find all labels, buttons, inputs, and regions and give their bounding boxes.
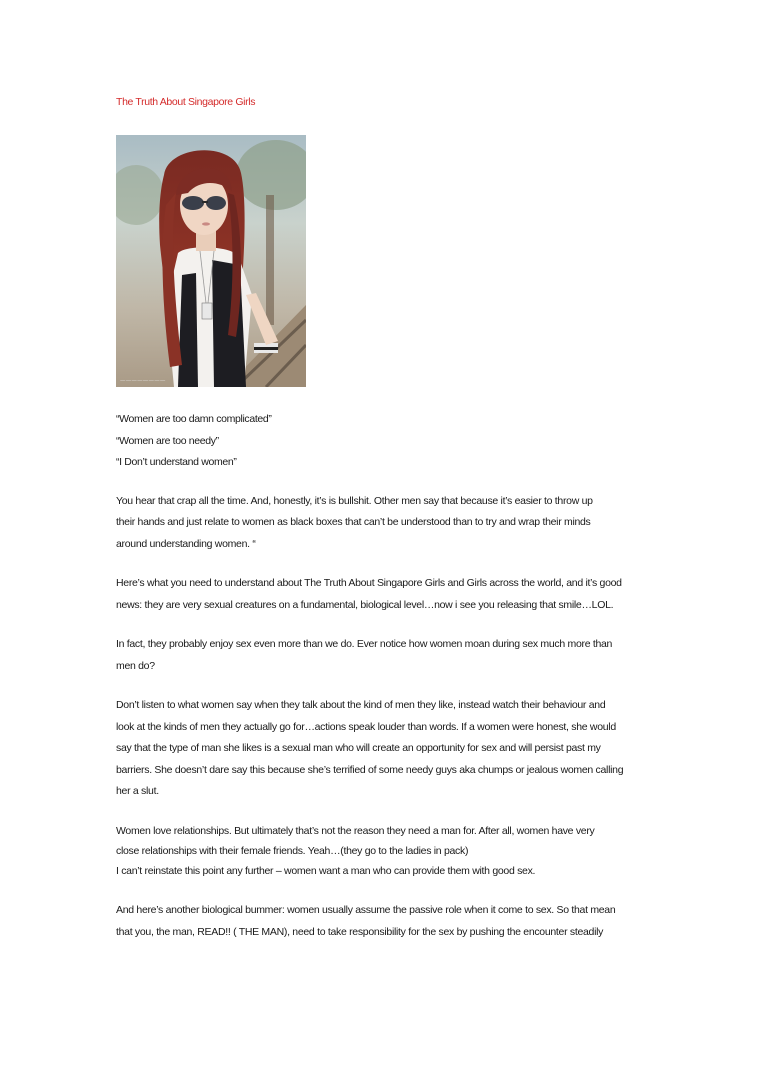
- paragraph-line: news: they are very sexual creatures on a fundamental, biological level…now i see you releasing that smile…LOL.: [116, 598, 614, 611]
- quote-line: “I Don’t understand women”: [116, 456, 237, 468]
- paragraph-line: Women love relationships. But ultimately that’s not the reason they need a man for. After all, women have very: [116, 824, 595, 837]
- paragraph-line: barriers. She doesn’t dare say this because she’s terrified of some needy guys aka chumps or jealous women calling: [116, 763, 624, 776]
- paragraph: [116, 491, 661, 556]
- paragraph: [116, 821, 661, 883]
- paragraph-line: In fact, they probably enjoy sex even more than we do. Ever notice how women moan during sex much more than: [116, 638, 613, 650]
- paragraph-line: that you, the man, READ!! ( THE MAN), need to take responsibility for the sex by pushing the encounter steadily: [116, 925, 604, 938]
- paragraph: [116, 900, 661, 943]
- paragraph-line: her a slut.: [116, 785, 159, 797]
- paragraph: [116, 695, 661, 803]
- paragraph-line: men do?: [116, 659, 155, 672]
- quote-list: [116, 409, 661, 474]
- document-body: [116, 95, 661, 943]
- paragraph: [116, 634, 661, 677]
- paragraph-line: around understanding women. “: [116, 537, 256, 550]
- paragraph-line: And here’s another biological bummer: women usually assume the passive role when it come to sex. So that mean: [116, 904, 616, 916]
- quote-line: “Women are too needy”: [116, 434, 219, 447]
- quote-line: “Women are too damn complicated”: [116, 413, 272, 425]
- paragraph-line: Here’s what you need to understand about The Truth About Singapore Girls and Girls across the world, and it’s good: [116, 577, 622, 589]
- paragraph-line: their hands and just relate to women as black boxes that can’t be understood than to try and wrap their minds: [116, 516, 591, 528]
- paragraph-line: look at the kinds of men they actually go for…actions speak louder than words. If a women were honest, she would: [116, 720, 616, 733]
- article-photo: [116, 135, 306, 387]
- document-title: The Truth About Singapore Girls: [116, 96, 256, 108]
- photo-watermark: ————————: [120, 378, 166, 384]
- paragraph-line: You hear that crap all the time. And, honestly, it’s is bullshit. Other men say that because it’s easier to throw up: [116, 494, 593, 507]
- girl-photo-illustration: [116, 135, 306, 387]
- paragraph-line: close relationships with their female friends. Yeah…(they go to the ladies in pack): [116, 845, 469, 857]
- paragraph-line: Don’t listen to what women say when they talk about the kind of men they like, instead watch their behaviour and: [116, 699, 606, 711]
- paragraph-line: say that the type of man she likes is a sexual man who will create an opportunity for sex and will persist past my: [116, 742, 601, 754]
- paragraph: [116, 573, 661, 616]
- paragraph-line: I can’t reinstate this point any further – women want a man who can provide them with good sex.: [116, 865, 536, 877]
